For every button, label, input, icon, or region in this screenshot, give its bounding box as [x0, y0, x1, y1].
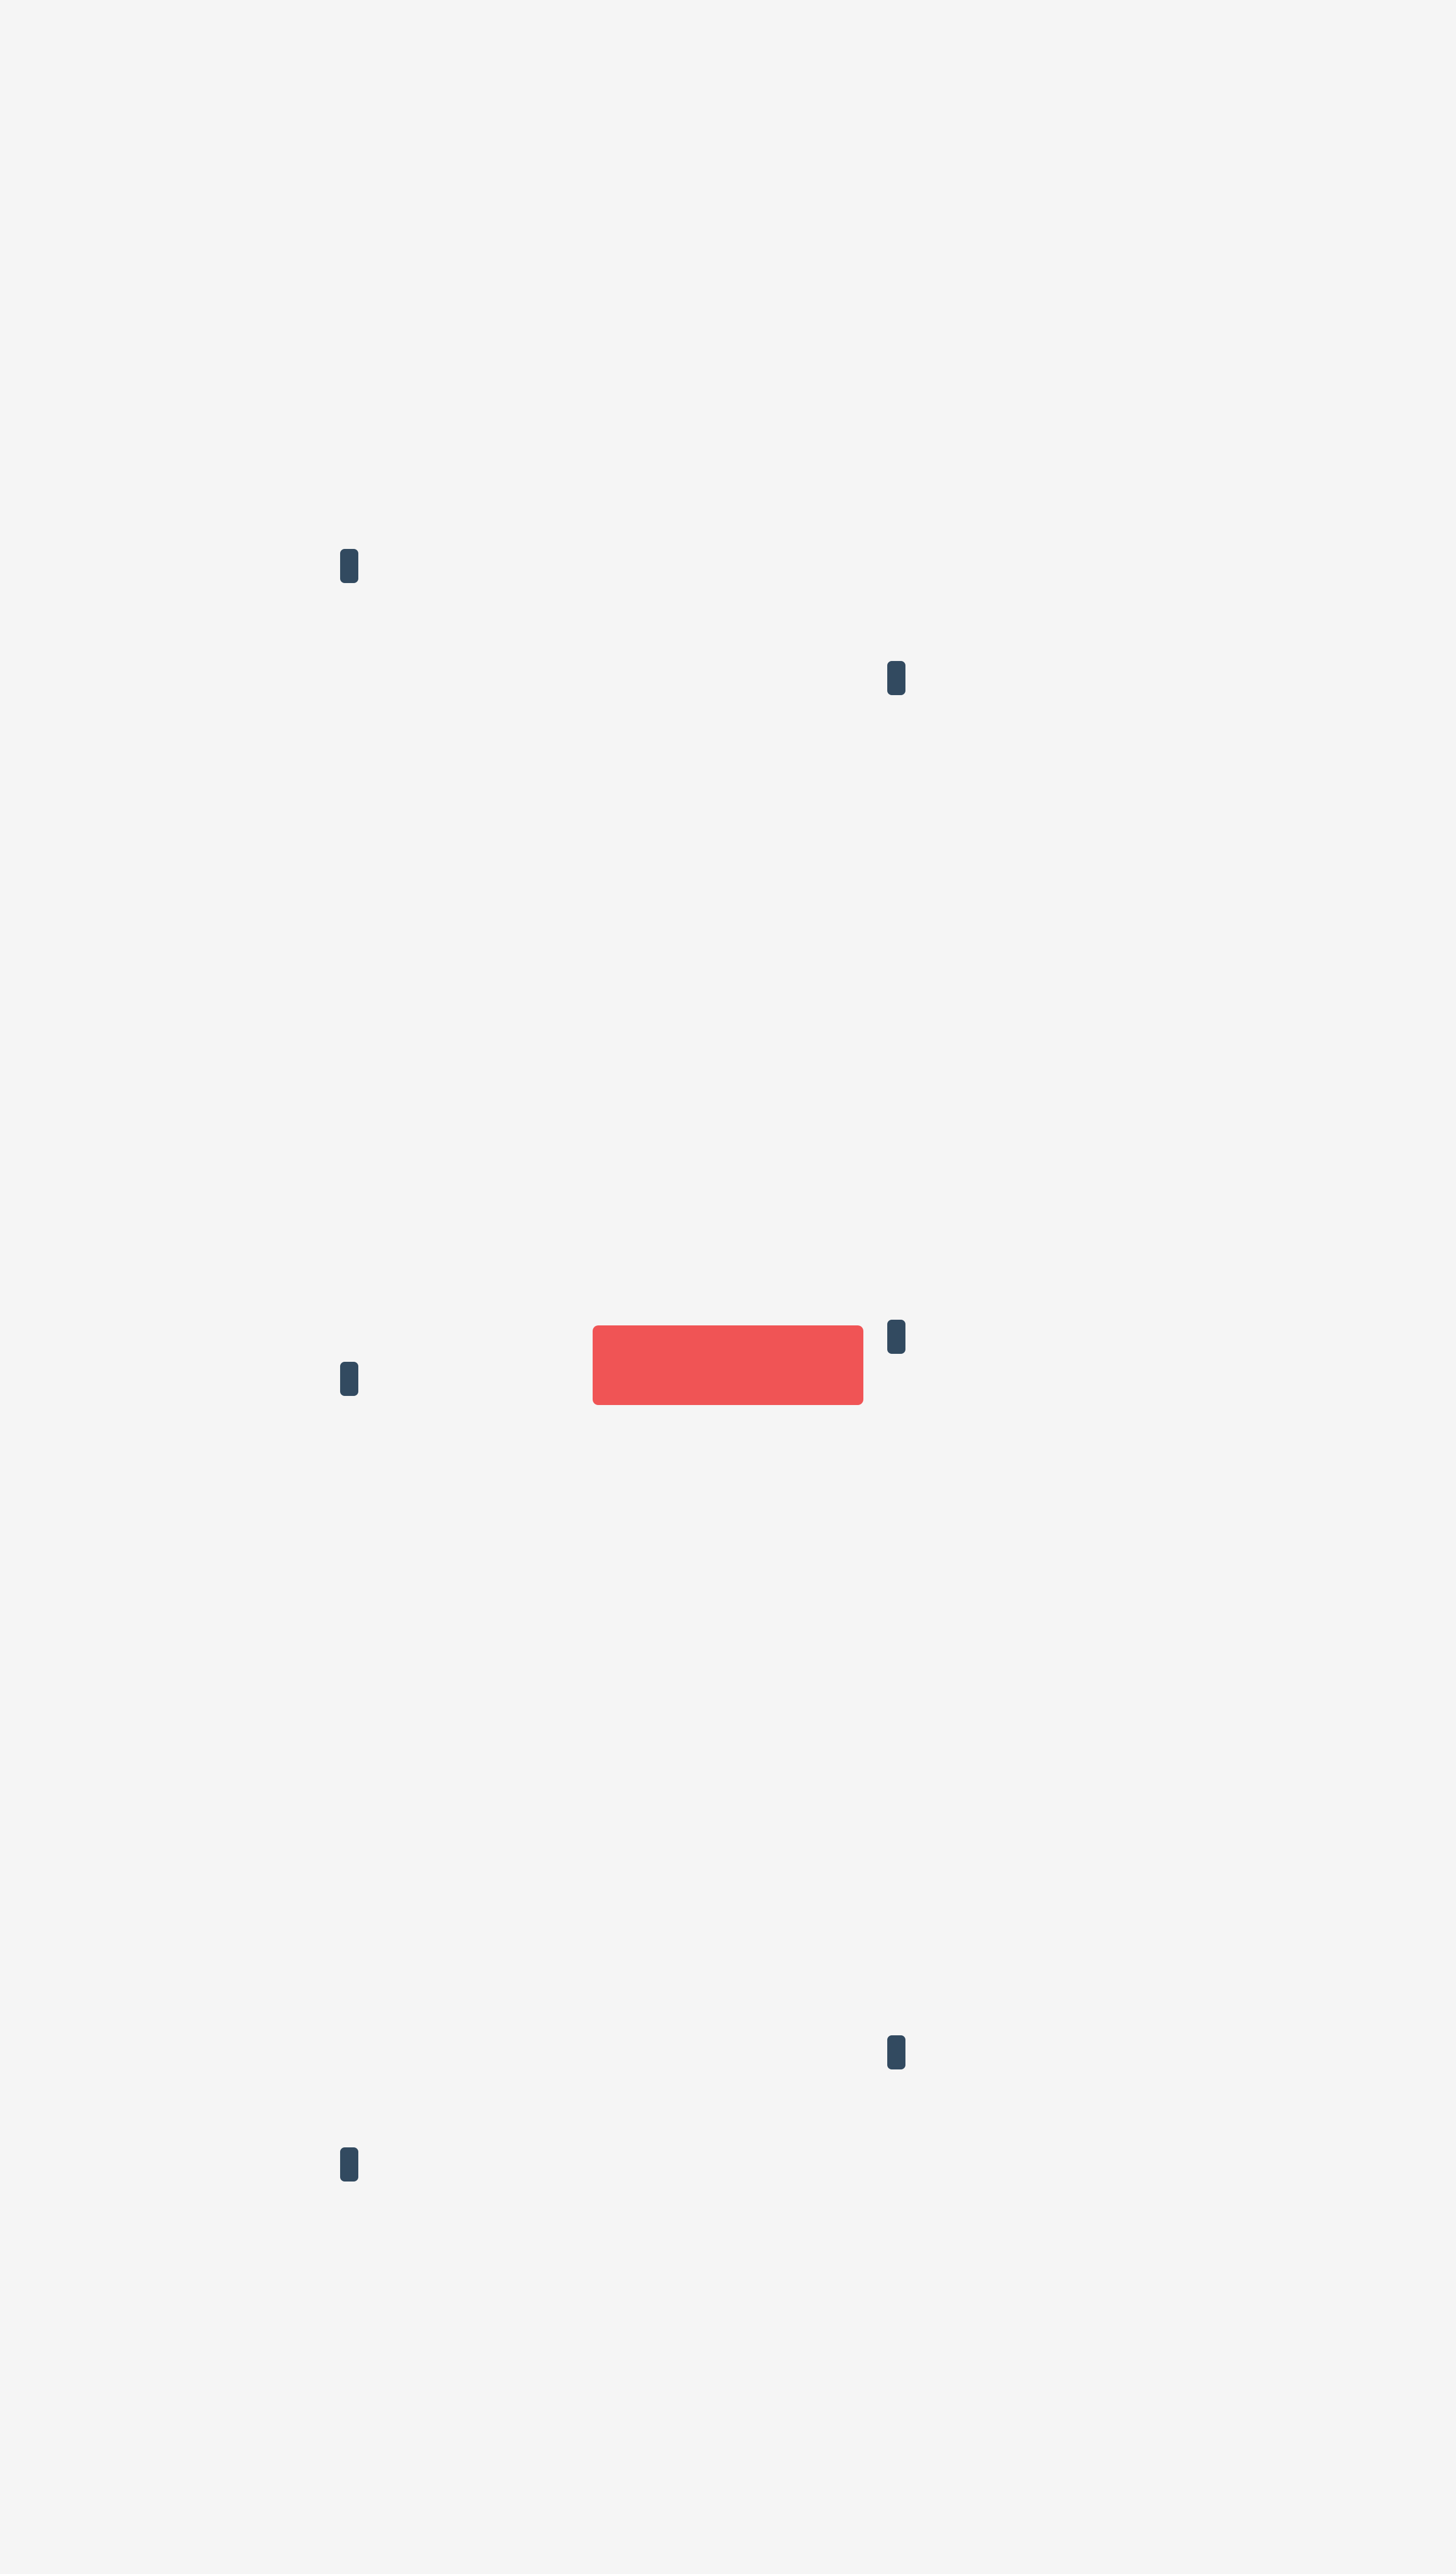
branch-essay-4[interactable] — [340, 1362, 358, 1396]
branch-essay-2[interactable] — [340, 549, 358, 583]
branch-essay-6[interactable] — [340, 2147, 358, 2182]
root-topic[interactable] — [593, 1325, 863, 1405]
branch-essay-1[interactable] — [887, 661, 905, 695]
branch-essay-5[interactable] — [887, 2035, 905, 2069]
branch-essay-3[interactable] — [887, 1320, 905, 1354]
